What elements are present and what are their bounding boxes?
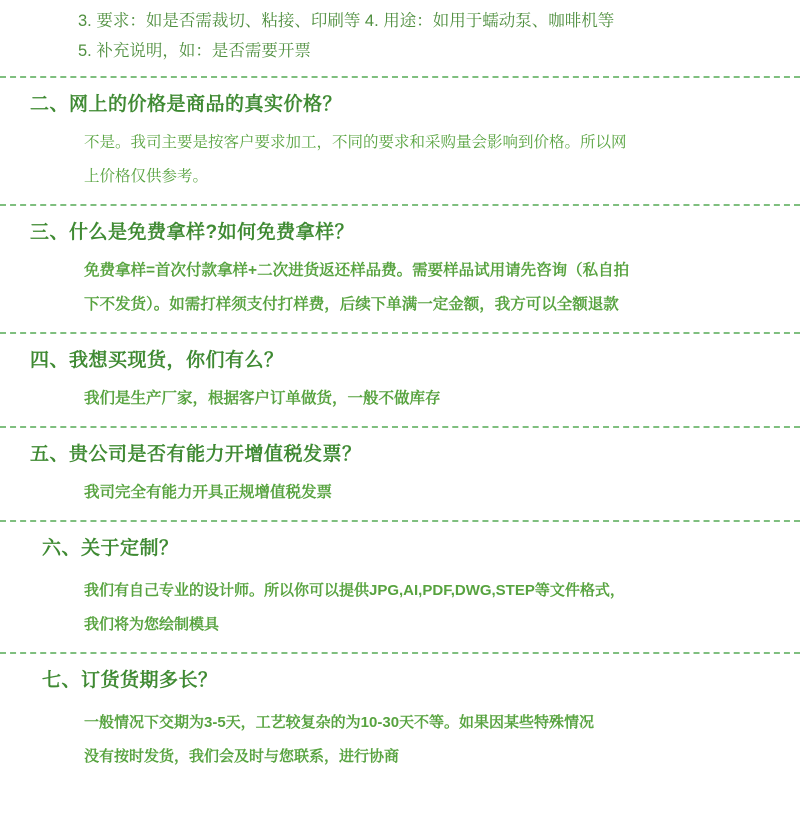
- faq-answer-line: 不是。我司主要是按客户要求加工，不同的要求和采购量会影响到价格。所以网: [84, 134, 627, 151]
- faq-question: 四、我想买现货，你们有么？: [30, 350, 284, 371]
- intro-section: [0, 0, 800, 76]
- faq-question: 三、什么是免费拿样?如何免费拿样？: [30, 222, 355, 243]
- faq-item-2: [0, 78, 800, 204]
- faq-answer-line: 没有按时发货，我们会及时与您联系，进行协商: [84, 748, 400, 765]
- faq-item-3: [0, 206, 800, 332]
- faq-item-5: [0, 428, 800, 520]
- faq-item-4: [0, 334, 800, 426]
- faq-answer-line: 下不发货）。如需打样须支付打样费，后续下单满一定金额，我方可以全额退款: [84, 296, 619, 313]
- faq-answer-line: 我司完全有能力开具正规增值税发票: [84, 484, 333, 501]
- faq-answer-line: 免费拿样=首次付款拿样+二次进货返还样品费。需要样品试用请先咨询（私自拍: [84, 262, 630, 279]
- faq-answer-line: 我们是生产厂家，根据客户订单做货，一般不做库存: [84, 390, 441, 407]
- faq-item-7: [0, 654, 800, 784]
- intro-line-3: 3. 要求：如是否需裁切、粘接、印刷等 4. 用途：如用于蠕动泵、咖啡机等: [78, 12, 615, 30]
- faq-item-6: [0, 522, 800, 652]
- faq-question: 五、贵公司是否有能力开增值税发票？: [30, 444, 362, 465]
- faq-answer-line: 上价格仅供参考。: [84, 168, 209, 185]
- faq-answer-line: 我们将为您绘制模具: [84, 616, 220, 633]
- faq-answer-line: 我们有自己专业的设计师。所以你可以提供JPG,AI,PDF,DWG,STEP等文件格式，: [84, 582, 625, 599]
- faq-answer-line: 一般情况下交期为3-5天，工艺较复杂的为10-30天不等。如果因某些特殊情况: [84, 714, 595, 731]
- faq-question: 六、关于定制？: [42, 538, 179, 559]
- intro-line-5: 5. 补充说明，如：是否需要开票: [78, 42, 311, 60]
- faq-question: 七、订货货期多长？: [42, 670, 218, 691]
- faq-question: 二、网上的价格是商品的真实价格？: [30, 94, 343, 115]
